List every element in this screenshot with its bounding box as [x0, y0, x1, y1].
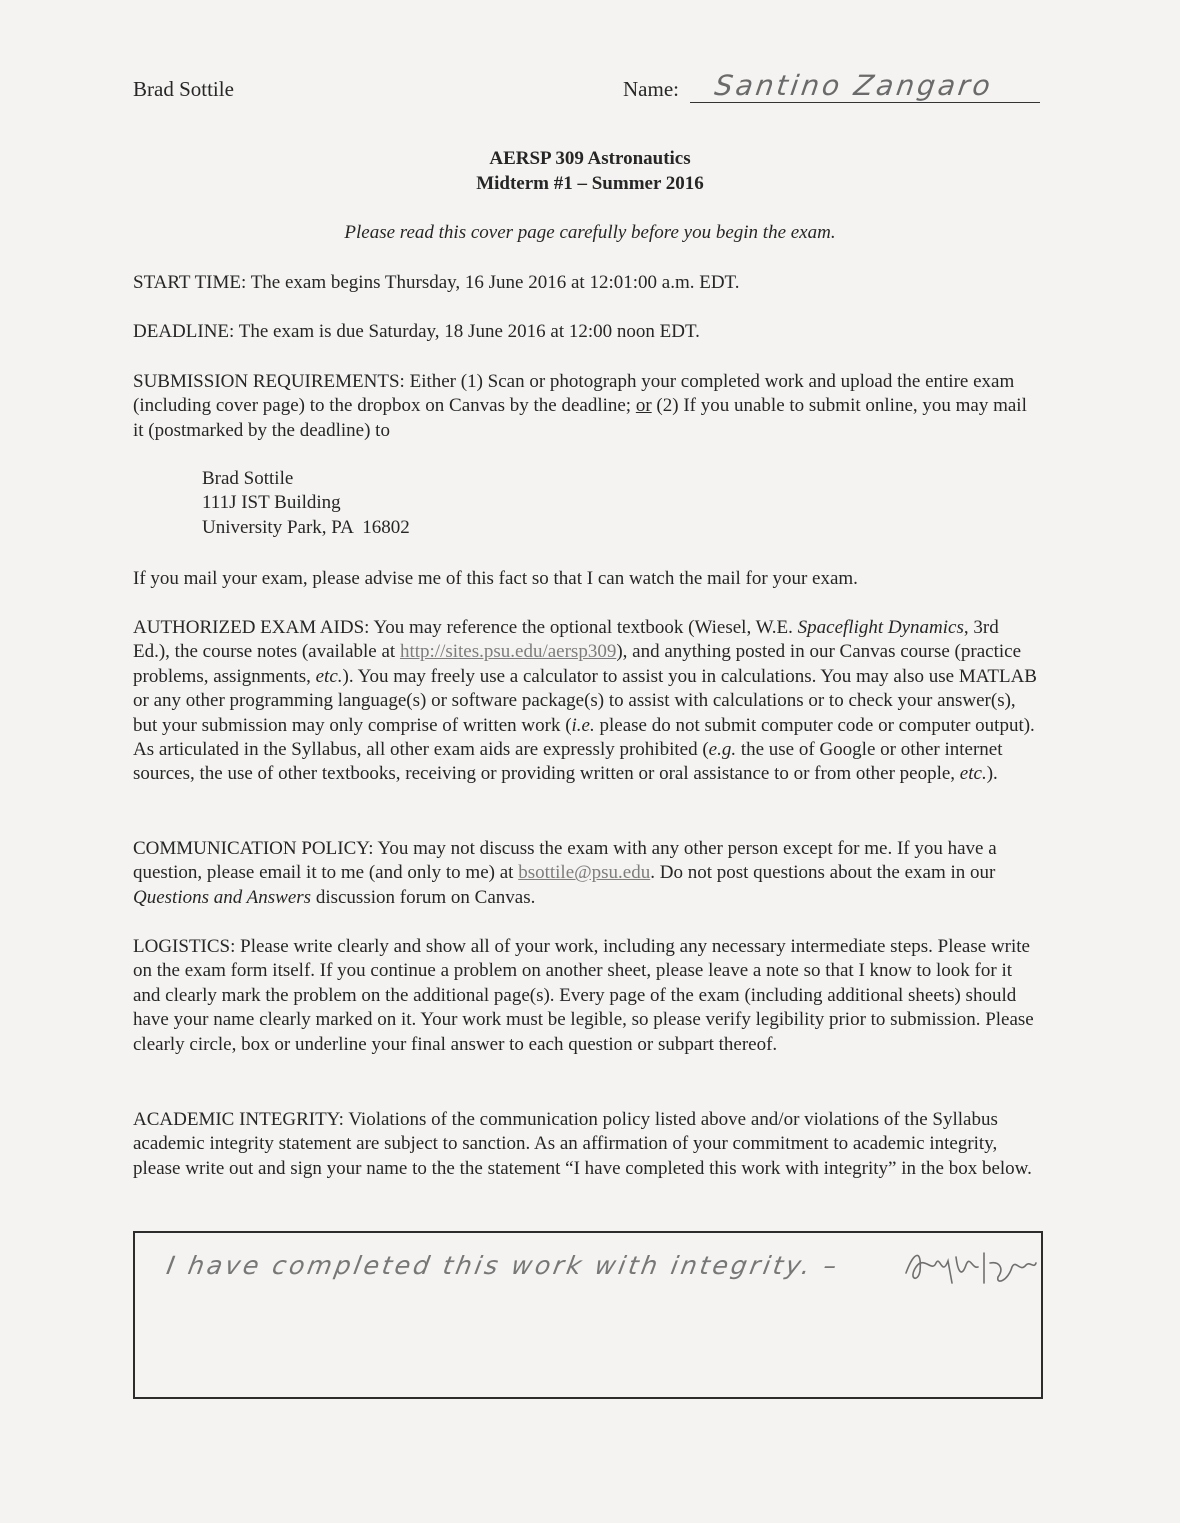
integrity-statement-box[interactable] [133, 1231, 1043, 1399]
comm-forum-name: Questions and Answers [133, 886, 312, 908]
instructor-name: Brad Sottile [133, 77, 234, 101]
aids-etc-2: etc. [959, 763, 987, 785]
comm-text-2: . Do not post questions about the exam in our [650, 862, 996, 884]
aids-text-4: ). You may freely use a calculator to assist you in calculations. You may also use MATLAB or any other programming language(s) or software package(s) to assist with calculations or to check your answer(s), but your submission may only comprise of written work ( [133, 665, 1037, 736]
mailing-address [202, 467, 410, 540]
student-name-field [623, 69, 1053, 117]
submission-text-1: SUBMISSION REQUIREMENTS: Either (1) Scan or photograph your completed work and upload the entire exam (including cover page) to the dropbox on Canvas by the deadline; [133, 371, 1015, 417]
handwritten-integrity-statement: I have completed this work with integrity. – [164, 1251, 842, 1280]
aids-text-2: , 3rd Ed.), the course notes (available at [133, 617, 999, 663]
logistics-paragraph: LOGISTICS: Please write clearly and show all of your work, including any necessary intermediate steps. Please write on the exam form itself. If you continue a problem on another sheet, please leave a note so that I know to look for it and clearly mark the problem on the additional page(s). Every page of the exam (including additional sheets) should have your name clearly marked on it. Your work must be legible, so please verify legibility prior to submission. Please clearly circle, box or underline your final answer to each question or subpart thereof. [133, 936, 1034, 1055]
comm-text-3: discussion forum on Canvas. [311, 886, 536, 908]
course-notes-link[interactable]: http://sites.psu.edu/aersp309 [399, 641, 617, 663]
name-label: Name: [623, 77, 679, 101]
exam-title: Midterm #1 – Summer 2016 [476, 173, 704, 194]
course-title: AERSP 309 Astronautics [489, 148, 691, 169]
aids-text-5: please do not submit computer code or computer output). As articulated in the Syllabus, all other exam aids are expressly prohibited ( [133, 714, 1035, 761]
aids-book-title: Spaceflight Dynamics [797, 617, 964, 638]
handwritten-signature [900, 1243, 1040, 1291]
aids-text-6: the use of Google or other internet sources, the use of other textbooks, receiving or providing written or oral assistance to or from other people, [133, 739, 1003, 785]
aids-text-1: AUTHORIZED EXAM AIDS: You may reference the optional textbook (Wiesel, W.E. [133, 617, 798, 638]
deadline-paragraph: DEADLINE: The exam is due Saturday, 18 June 2016 at 12:00 noon EDT. [133, 321, 700, 342]
aids-text-3: ), and anything posted in our Canvas course (practice problems, assignments, [133, 641, 1022, 687]
handwritten-student-name: Santino Zangaro [712, 69, 996, 102]
submission-or: or [635, 395, 652, 417]
cover-note: Please read this cover page carefully before you begin the exam. [344, 222, 836, 243]
instructor-email-link[interactable]: bsottile@psu.edu [518, 862, 651, 884]
academic-integrity-paragraph: ACADEMIC INTEGRITY: Violations of the communication policy listed above and/or violations of the Syllabus academic integrity statement are subject to sanction. As an affirmation of your commitment to academic integrity, please write out and sign your name to the the statement “I have completed this work with integrity” in the box below. [133, 1109, 1032, 1179]
aids-text-7: ). [986, 763, 998, 785]
communication-policy-paragraph [133, 837, 1038, 910]
aids-ie: i.e. [571, 714, 595, 736]
mail-note-paragraph: If you mail your exam, please advise me of this fact so that I can watch the mail for your exam. [133, 568, 858, 589]
address-line-1: Brad Sottile [202, 468, 294, 489]
aids-etc-1: etc. [315, 665, 343, 687]
address-line-2: 111J IST Building [202, 492, 341, 514]
aids-eg: e.g. [708, 739, 737, 761]
name-underline [690, 102, 1040, 103]
submission-paragraph [133, 370, 1038, 443]
submission-text-2: (2) If you unable to submit online, you may mail it (postmarked by the deadline) to [133, 395, 1027, 441]
comm-text-1: COMMUNICATION POLICY: You may not discuss the exam with any other person except for me. If you have a question, please email it to me (and only to me) at [133, 838, 997, 884]
address-line-3: University Park, PA 16802 [202, 516, 410, 538]
start-time-paragraph: START TIME: The exam begins Thursday, 16 June 2016 at 12:01:00 a.m. EDT. [133, 272, 740, 293]
exam-aids-paragraph [133, 616, 1038, 787]
